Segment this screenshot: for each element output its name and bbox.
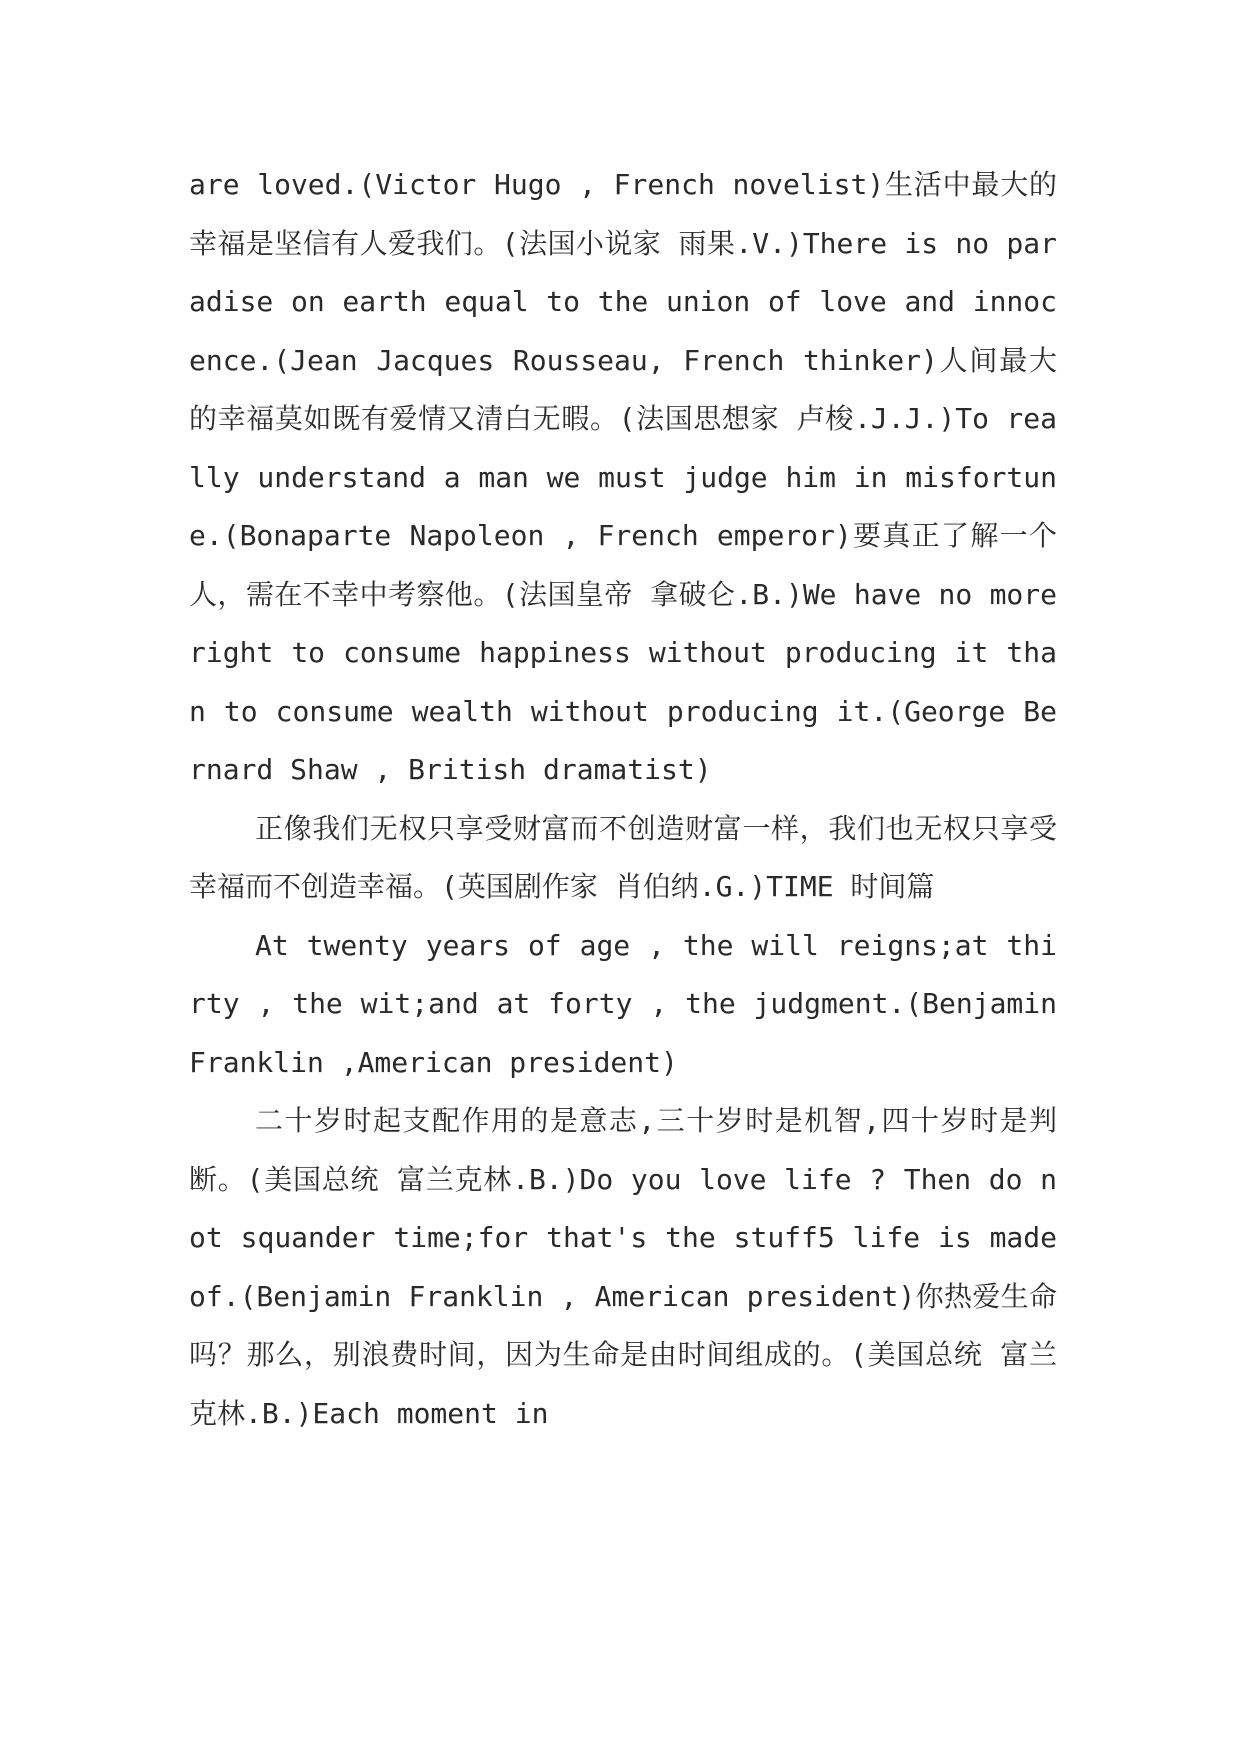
paragraph-4: 二十岁时起支配作用的是意志,三十岁时是机智,四十岁时是判断。(美国总统 富兰克林.B.)Do you love life ? Then do not squander time;for that's the stuff5 life is made of.(Benjamin Franklin , American president)你热爱生命吗？那么，别浪费时间，因为生命是由时间组成的。(美国总统 富兰克林.B.)Each moment in (189, 1104, 1057, 1430)
paragraph-3: At twenty years of age , the will reigns;at thirty , the wit;and at forty , the judgment.(Benjamin Franklin ,American president) (189, 928, 1057, 1079)
document-body (189, 156, 1057, 1443)
paragraph-1: are loved.(Victor Hugo , French novelist)生活中最大的幸福是坚信有人爱我们。(法国小说家 雨果.V.)There is no paradise on earth equal to the union of love and innocence.(Jean Jacques Rousseau, French thinker)人间最大的幸福莫如既有爱情又清白无暇。(法国思想家 卢梭.J.J.)To really understand a man we must judge him in misfortune.(Bonaparte Napoleon , French emperor)要真正了解一个人，需在不幸中考察他。(法国皇帝 拿破仑.B.)We have no more right to consume happiness without producing it than to consume wealth without producing it.(George Bernard Shaw , British dramatist) (189, 168, 1057, 786)
paragraph-2: 正像我们无权只享受财富而不创造财富一样，我们也无权只享受幸福而不创造幸福。(英国剧作家 肖伯纳.G.)TIME 时间篇 (189, 811, 1057, 903)
